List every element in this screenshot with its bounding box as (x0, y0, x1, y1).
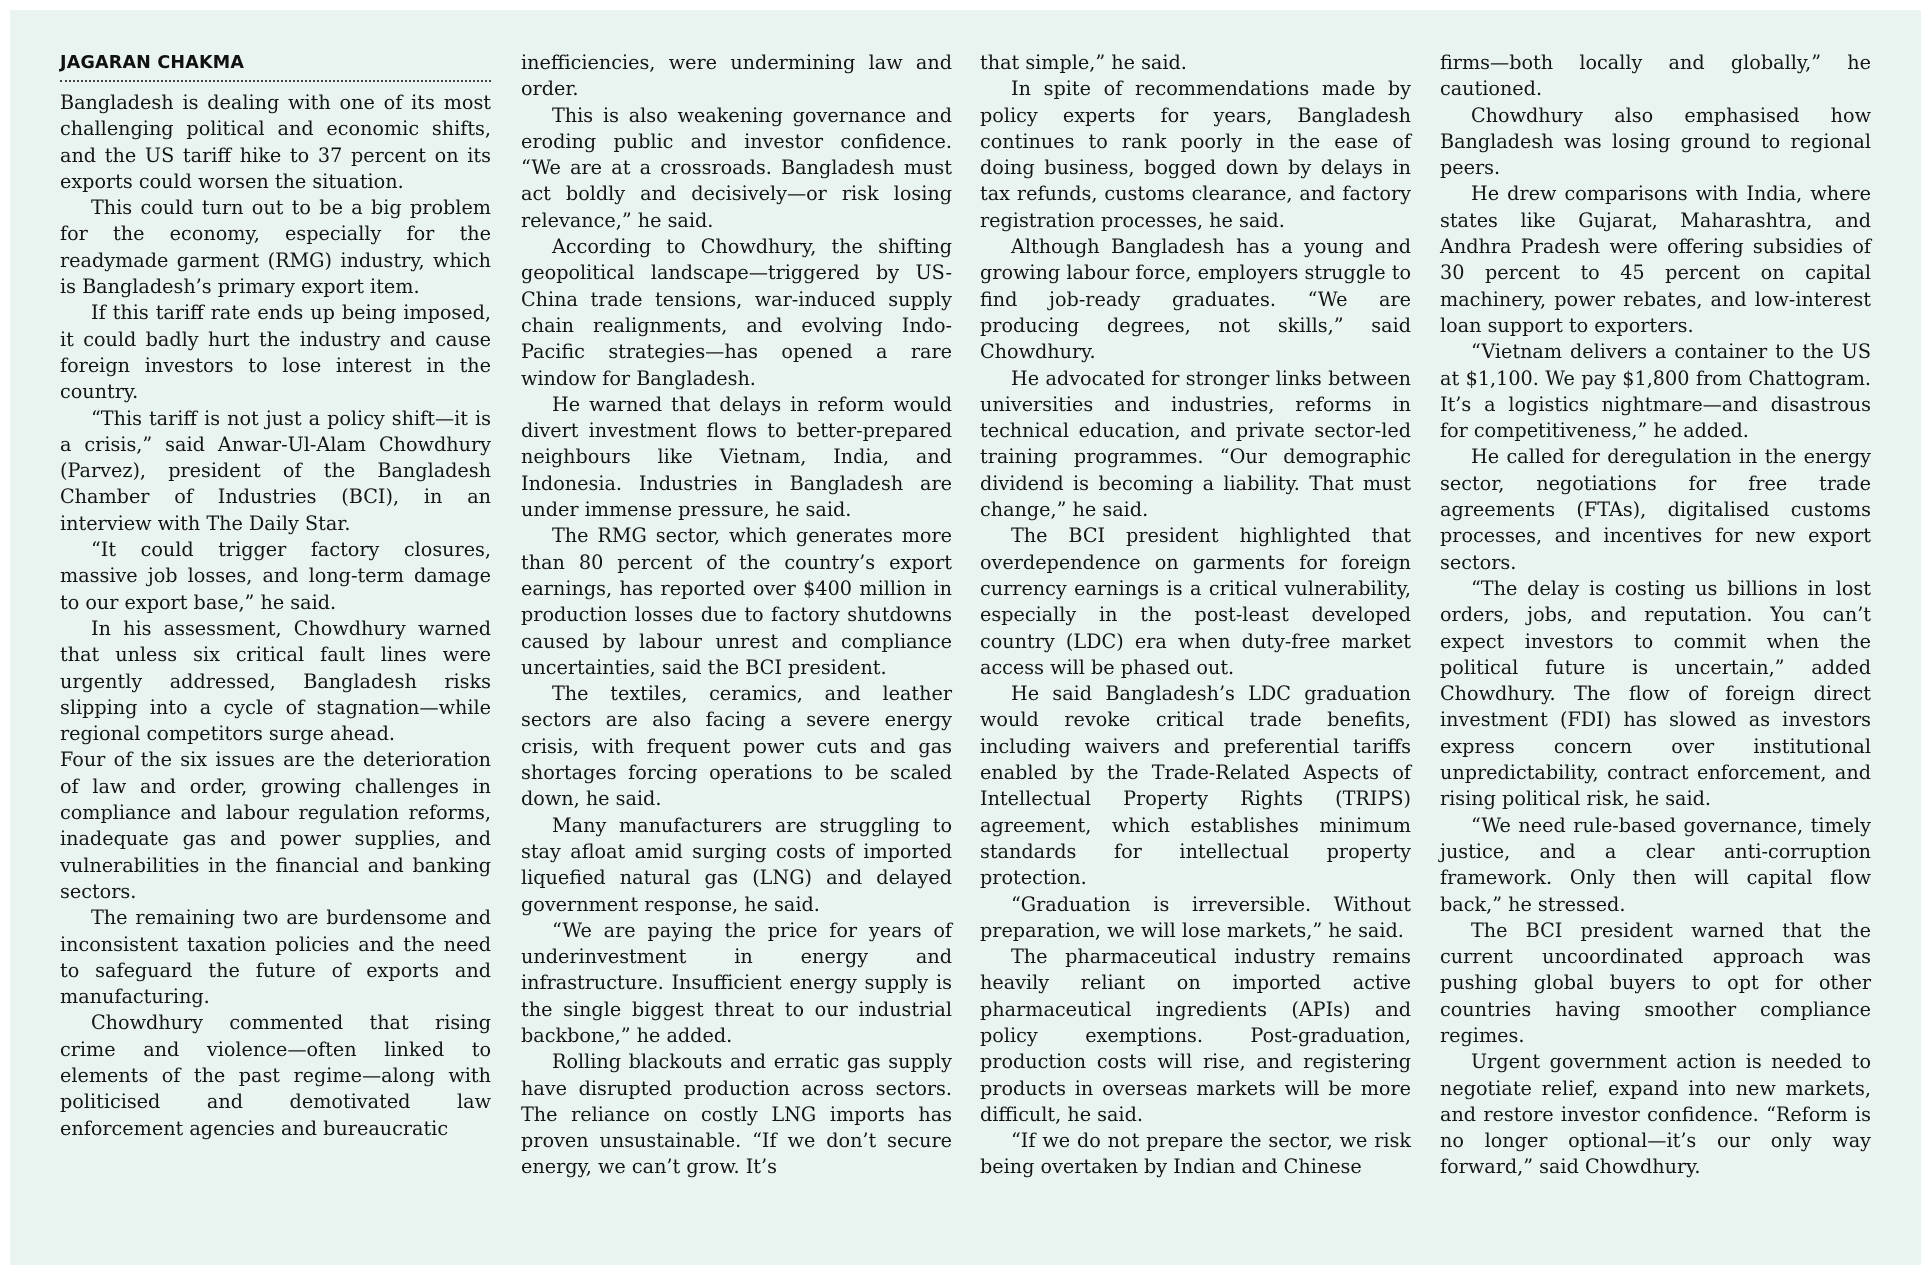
paragraph: firms—both locally and globally,” he cautioned. (1440, 51, 1871, 101)
paragraph: The textiles, ceramics, and leather sectors are also facing a severe energy crisis, with frequent power cuts and gas shortages forcing operations to be scaled down, he said. (521, 682, 952, 811)
paragraph: In spite of recommendations made by policy experts for years, Bangladesh continues to rank poorly in the ease of doing business, bogged down by delays in tax refunds, customs clearance, and factory registration processes, he said. (980, 77, 1411, 232)
paragraph: inefficiencies, were undermining law and order. (521, 51, 952, 101)
paragraph: Although Bangladesh has a young and growing labour force, employers struggle to find job-ready graduates. “We are producing degrees, not skills,” said Chowdhury. (980, 235, 1411, 364)
column-4 (1440, 50, 1871, 1181)
paragraph: Four of the six issues are the deterioration of law and order, growing challenges in compliance and labour regulation reforms, inadequate gas and power supplies, and vulnerabilities in the financial and banking sectors. (60, 748, 491, 903)
paragraph: The BCI president highlighted that overdependence on garments for foreign currency earnings is a critical vulnerability, especially in the post-least developed country (LDC) era when duty-free market access will be phased out. (980, 524, 1411, 679)
paragraph: In his assessment, Chowdhury warned that unless six critical fault lines were urgently addressed, Bangladesh risks slipping into a cycle of stagnation—while regional competitors surge ahead. (60, 616, 491, 746)
paragraph: The pharmaceutical industry remains heavily reliant on imported active pharmaceutical ingredients (APIs) and policy exemptions. Post-graduation, production costs will rise, and registering products in overseas markets will be more difficult, he said. (980, 945, 1411, 1126)
paragraph: “The delay is costing us billions in lost orders, jobs, and reputation. You can’t expect investors to commit when the political future is uncertain,” added Chowdhury. The flow of foreign direct investment (FDI) has slowed as investors express concern over institutional unpredictability, contract enforcement, and rising political risk, he said. (1440, 576, 1871, 811)
byline: JAGARAN CHAKMA (60, 53, 245, 73)
paragraph: “This tariff is not just a policy shift—it is a crisis,” said Anwar-Ul-Alam Chowdhury (Parvez), president of the Bangladesh Chamber of Industries (BCI), in an interview with The Daily Star. (60, 406, 491, 535)
paragraph: Rolling blackouts and erratic gas supply have disrupted production across sectors. The reliance on costly LNG imports has proven unsustainable. “If we don’t secure energy, we can’t grow. It’s (521, 1050, 952, 1179)
paragraph: He advocated for stronger links between universities and industries, reforms in technical education, and private sector-led training programmes. “Our demographic dividend is becoming a liability. That must change,” he said. (980, 366, 1411, 522)
paragraph: He said Bangladesh’s LDC graduation would revoke critical trade benefits, including waivers and preferential tariffs enabled by the Trade-Related Aspects of Intellectual Property Rights (TRIPS) agreement, which establishes minimum standards for intellectual property protection. (980, 682, 1411, 890)
paragraph: Urgent government action is needed to negotiate relief, expand into new markets, and restore investor confidence. “Reform is no longer optional—it’s our only way forward,” said Chowdhury. (1440, 1050, 1871, 1179)
paragraph: He warned that delays in reform would divert investment flows to better-prepared neighbours like Vietnam, India, and Indonesia. Industries in Bangladesh are under immense pressure, he said. (521, 392, 952, 522)
column-2 (521, 50, 952, 1181)
byline-divider (60, 80, 491, 82)
paragraph: “Vietnam delivers a container to the US at $1,100. We pay $1,800 from Chattogram. It’s a logistics nightmare—and disastrous for competitiveness,” he added. (1440, 340, 1871, 443)
paragraph: According to Chowdhury, the shifting geopolitical landscape—triggered by US-China trade tensions, war-induced supply chain realignments, and evolving Indo-Pacific strategies—has opened a rare window for Bangladesh. (521, 235, 952, 390)
paragraph: “It could trigger factory closures, massive job losses, and long-term damage to our export base,” he said. (60, 538, 491, 614)
paragraph: This is also weakening governance and eroding public and investor confidence. “We are at a crossroads. Bangladesh must act boldly and decisively—or risk losing relevance,” he said. (521, 103, 952, 232)
column-3 (980, 50, 1411, 1181)
paragraph: “Graduation is irreversible. Without preparation, we will lose markets,” he said. (980, 892, 1411, 942)
paragraph: that simple,” he said. (980, 51, 1187, 74)
paragraph: Chowdhury commented that rising crime and violence—often linked to elements of the past regime—along with politicised and demotivated law enforcement agencies and bureaucratic (60, 1011, 491, 1140)
paragraph: “We need rule-based governance, timely justice, and a clear anti-corruption framework. Only then will capital flow back,” he stressed. (1440, 813, 1871, 916)
paragraph: If this tariff rate ends up being imposed, it could badly hurt the industry and cause foreign investors to lose interest in the country. (60, 301, 491, 404)
paragraph: The remaining two are burdensome and inconsistent taxation policies and the need to safeguard the future of exports and manufacturing. (60, 906, 491, 1009)
newspaper-article (10, 10, 1921, 1265)
paragraph: Many manufacturers are struggling to stay afloat amid surging costs of imported liquefied natural gas (LNG) and delayed government response, he said. (521, 813, 952, 916)
paragraph: This could turn out to be a big problem for the economy, especially for the readymade garment (RMG) industry, which is Bangladesh’s primary export item. (60, 196, 491, 299)
paragraph: “We are paying the price for years of underinvestment in energy and infrastructure. Insufficient energy supply is the single biggest threat to our industrial backbone,” he added. (521, 918, 952, 1047)
paragraph: The RMG sector, which generates more than 80 percent of the country’s export earnings, has reported over $400 million in production losses due to factory shutdowns caused by labour unrest and compliance uncertainties, said the BCI president. (521, 524, 952, 679)
paragraph: The BCI president warned that the current uncoordinated approach was pushing global buyers to opt for other countries having smoother compliance regimes. (1440, 918, 1871, 1047)
paragraph: Bangladesh is dealing with one of its most challenging political and economic shifts, and the US tariff hike to 37 percent on its exports could worsen the situation. (60, 91, 491, 193)
paragraph: Chowdhury also emphasised how Bangladesh was losing ground to regional peers. (1440, 103, 1871, 180)
paragraph: He drew comparisons with India, where states like Gujarat, Maharashtra, and Andhra Pradesh were offering subsidies of 30 percent to 45 percent on capital machinery, power rebates, and low-interest loan support to exporters. (1440, 182, 1871, 337)
paragraph: He called for deregulation in the energy sector, negotiations for free trade agreements (FTAs), digitalised customs processes, and incentives for new export sectors. (1440, 445, 1871, 574)
column-1 (60, 50, 491, 1142)
paragraph: “If we do not prepare the sector, we risk being overtaken by Indian and Chinese (980, 1129, 1411, 1179)
